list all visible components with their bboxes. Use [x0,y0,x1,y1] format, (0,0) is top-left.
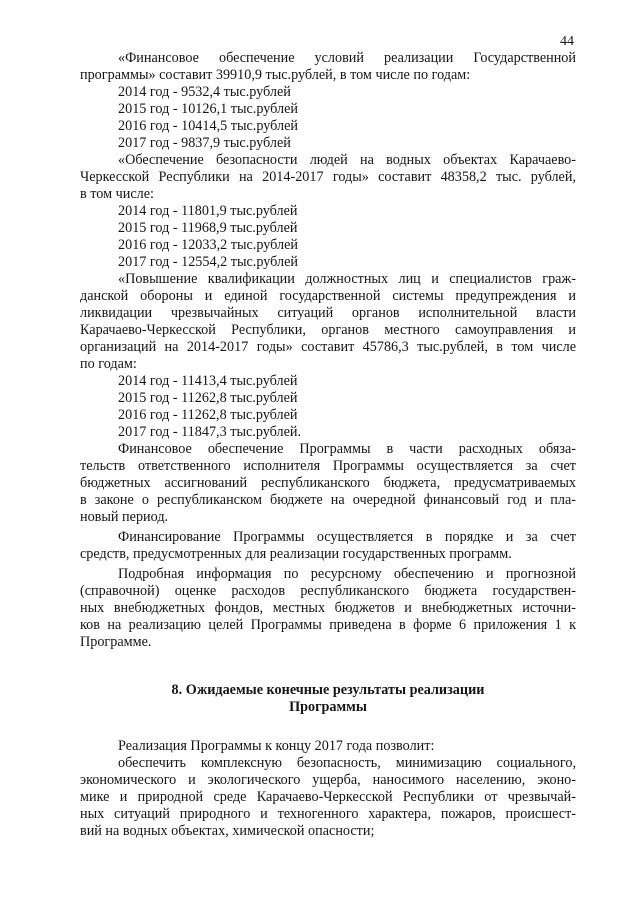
year-line: 2016 год - 10414,5 тыс.рублей [118,118,298,134]
year-line: 2015 год - 11968,9 тыс.рублей [118,220,298,236]
paragraph-line: в том числе: [80,186,154,202]
paragraph-line: Подробная информация по ресурсному обеспечению и прогнозной [118,566,576,582]
paragraph-line: ков на реализацию целей Программы приведена в форме 6 приложения 1 к [80,617,576,633]
paragraph-line: Реализация Программы к концу 2017 года позволит: [118,738,435,754]
year-line: 2017 год - 12554,2 тыс.рублей [118,254,298,270]
year-line: 2014 год - 9532,4 тыс.рублей [118,84,291,100]
paragraph-line: тельств ответственного исполнителя Программы осуществляется за счет [80,458,576,474]
paragraph-line: средств, предусмотренных для реализации государственных программ. [80,546,512,562]
year-line: 2016 год - 11262,8 тыс.рублей [118,407,298,423]
paragraph-line: новый период. [80,509,169,525]
paragraph-line: Финансовое обеспечение Программы в части расходных обяза- [118,441,576,457]
year-line: 2017 год - 11847,3 тыс.рублей. [118,424,302,440]
paragraph-line: вий на водных объектах, химической опасности; [80,823,375,839]
page-number: 44 [560,34,574,49]
paragraph-line: обеспечить комплексную безопасность, минимизацию социального, [118,755,576,771]
year-line: 2015 год - 11262,8 тыс.рублей [118,390,298,406]
paragraph-line: «Финансовое обеспечение условий реализации Государственной [118,50,576,66]
paragraph-line: Карачаево-Черкесской Республики, органов местного самоуправления и [80,322,576,338]
paragraph-line: (справочной) оценке расходов республиканского бюджета государствен- [80,583,576,599]
section-heading: Программы [289,699,367,715]
paragraph-line: организаций на 2014-2017 годы» составит 45786,3 тыс.рублей, в том числе [80,339,576,355]
paragraph-line: Программе. [80,634,152,650]
paragraph-line: в законе о республиканском бюджете на очередной финансовый год и пла- [80,492,576,508]
paragraph-line: по годам: [80,356,137,372]
paragraph-line: мике и природной среде Карачаево-Черкесской Республики от чрезвычай- [80,789,576,805]
year-line: 2014 год - 11801,9 тыс.рублей [118,203,298,219]
year-line: 2017 год - 9837,9 тыс.рублей [118,135,291,151]
year-line: 2016 год - 12033,2 тыс.рублей [118,237,298,253]
paragraph-line: «Обеспечение безопасности людей на водных объектах Карачаево- [118,152,576,168]
paragraph-line: ликвидации чрезвычайных ситуаций органов исполнительной власти [80,305,576,321]
paragraph-line: ных внебюджетных фондов, местных бюджетов и внебюджетных источни- [80,600,576,616]
paragraph-line: экономического и экологического ущерба, наносимого населению, эконо- [80,772,576,788]
paragraph-line: программы» составит 39910,9 тыс.рублей, в том числе по годам: [80,67,471,83]
paragraph-line: Черкесской Республики на 2014-2017 годы» составит 48358,2 тыс. рублей, [80,169,576,185]
paragraph-line: ных ситуаций природного и техногенного характера, пожаров, происшест- [80,806,576,822]
paragraph-line: «Повышение квалификации должностных лиц и специалистов граж- [118,271,576,287]
paragraph-line: Финансирование Программы осуществляется в порядке и за счет [118,529,576,545]
year-line: 2015 год - 10126,1 тыс.рублей [118,101,298,117]
paragraph-line: бюджетных ассигнований республиканского бюджета, предусматриваемых [80,475,576,491]
paragraph-line: данской обороны и единой государственной системы предупреждения и [80,288,576,304]
year-line: 2014 год - 11413,4 тыс.рублей [118,373,298,389]
section-heading: 8. Ожидаемые конечные результаты реализации [171,682,485,698]
